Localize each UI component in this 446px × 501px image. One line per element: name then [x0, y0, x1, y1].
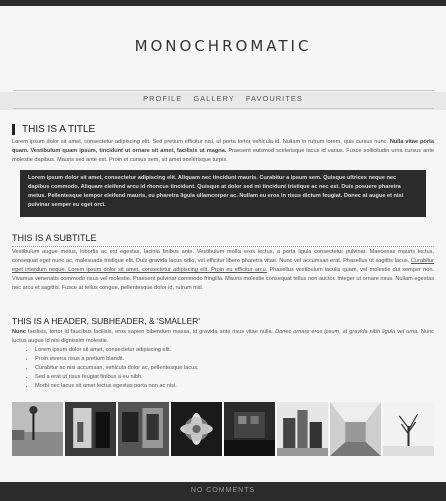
gallery-thumb-street-lamp[interactable]	[12, 402, 63, 456]
intro-text-a: Lorem ipsum dolor sit amet, consectetur adipiscing elit. Sed pretium efficitur nisl, ut porta tortor vehicula id. Nullam in rutrum lorem, quis cursus nunc.	[12, 139, 388, 145]
list-item: • Sed a erat ut risus feugiat finibus a eu nibh.	[35, 373, 435, 382]
no-comments-link[interactable]: NO COMMENTS	[190, 487, 256, 494]
subtitle-text-b: Phasellus vestibulum iaculis quam, vel molestie dui semper non. Vivamus venenatis commodo risus vel molestie. Praesent pulvinar commodo fringilla. Mauris molestie consequat tellus non auctor. Integer ut ornare risus. Nullam egestas nec arcu et sagittis. Fusce at tellus congue, pellentesque dolor id, rutrum nisl.	[12, 267, 434, 291]
nav-divider-bottom	[13, 108, 434, 109]
section-title: THIS IS A TITLE	[12, 124, 95, 135]
header-text-a: facilisis, tortor id faucibus facilisis, eros sapien bibendum massa, id gravida ante risus vitae nulla.	[25, 329, 274, 335]
inline-link[interactable]: Curabitur eget interdum neque. Lorem ipsum dolor sit amet, consectetur adipiscing elit. Proin eu efficitur arcu.	[12, 258, 434, 273]
gallery-thumb-doorway[interactable]	[65, 402, 116, 456]
gallery-thumb-hallway[interactable]	[330, 402, 381, 456]
list-item: • Curabitur ac nisi accumsan, vehicula dolor ac, pellentesque lacus.	[35, 364, 435, 373]
gallery-thumb-winter-tree[interactable]	[383, 402, 434, 456]
subtitle-paragraph	[12, 248, 434, 293]
header-text-italic: Donec ornare eros ipsum, at gravida nibh ligula vel urna.	[273, 329, 419, 335]
intro-text-bold: Nulla vitae porta quam. Vestibulum quam ipsum, tincidunt ut ornare sit amet, facilisis ut magna.	[12, 139, 434, 154]
nav-item-profile[interactable]: PROFILE	[143, 94, 183, 103]
intro-text-c: Praesent euismod scelerisque lacus id varius. Fusce sollicitudin urna cursus ante molestie dapibus. Mauris sed ante est. Proin et cursus sem, sit amet scelerisque turpis.	[12, 148, 434, 163]
gallery-thumb-city-night[interactable]	[224, 402, 275, 456]
section-subtitle: THIS IS A SUBTITLE	[12, 233, 434, 247]
site-title[interactable]: MONOCHROMATIC	[134, 37, 312, 55]
header-paragraph	[12, 328, 434, 346]
intro-paragraph	[12, 138, 434, 165]
section-header: THIS IS A HEADER, SUBHEADER, & 'SMALLER'	[12, 316, 200, 326]
gallery-thumb-workshop[interactable]	[118, 402, 169, 456]
list-item: • Morbi nec lacus sit amet lectus egestas porta non ac nisi.	[35, 382, 435, 391]
header-text-b: Nunc luctus augue id nisi dignissim molestie.	[12, 329, 434, 344]
gallery-thumb-flower[interactable]	[171, 402, 222, 456]
list-item: • Lorem ipsum dolor sit amet, consectetur adipiscing elit.	[35, 346, 435, 355]
nav-divider-top	[13, 90, 434, 91]
blockquote: Lorem ipsum dolor sit amet, consectetur adipiscing elit. Aliquam nec tincidunt mauris. Curabitur a ipsum sem. Quisque ultrices neque nec dapibus commodo. Aliquam eleifend arcu id rhoncus tincidunt. Quisque at dolor sed mi tincidunt tristique ac nec est. Duis posuere pharetra metus. Pellentesque tempor eleifend mauris, eu pharetra ligula ullamcorper ac. Nullam eu eros in risus dictum feugiat. Donec at augue et nisi pulvinar semper eu eget orci.	[20, 170, 426, 217]
bullet-list	[25, 346, 435, 391]
list-item: • Proin viverra risus a pretium blandit.	[35, 355, 435, 364]
gallery-strip	[12, 402, 434, 456]
main-nav	[0, 94, 446, 103]
subtitle-text-a: Vestibulum augue metus, lobortis ac est egestas, lacinia finibus ante. Vestibulum mollis eros lectus, a porta ligula consectetur pulvinar. Maecenas mauris lectus, consequat eget nunc ac, malesuada tristique elit. Duis gravida lacus odio, vel efficitur libero pharetra vitae. Nunc vel accumsan erat. Phasellus ut sagittis lacus.	[12, 249, 434, 264]
gallery-thumb-buildings[interactable]	[277, 402, 328, 456]
nav-item-gallery[interactable]: GALLERY	[193, 94, 235, 103]
header-text-bold: Nunc	[12, 329, 26, 335]
nav-item-favourites[interactable]: FAVOURITES	[245, 94, 303, 103]
